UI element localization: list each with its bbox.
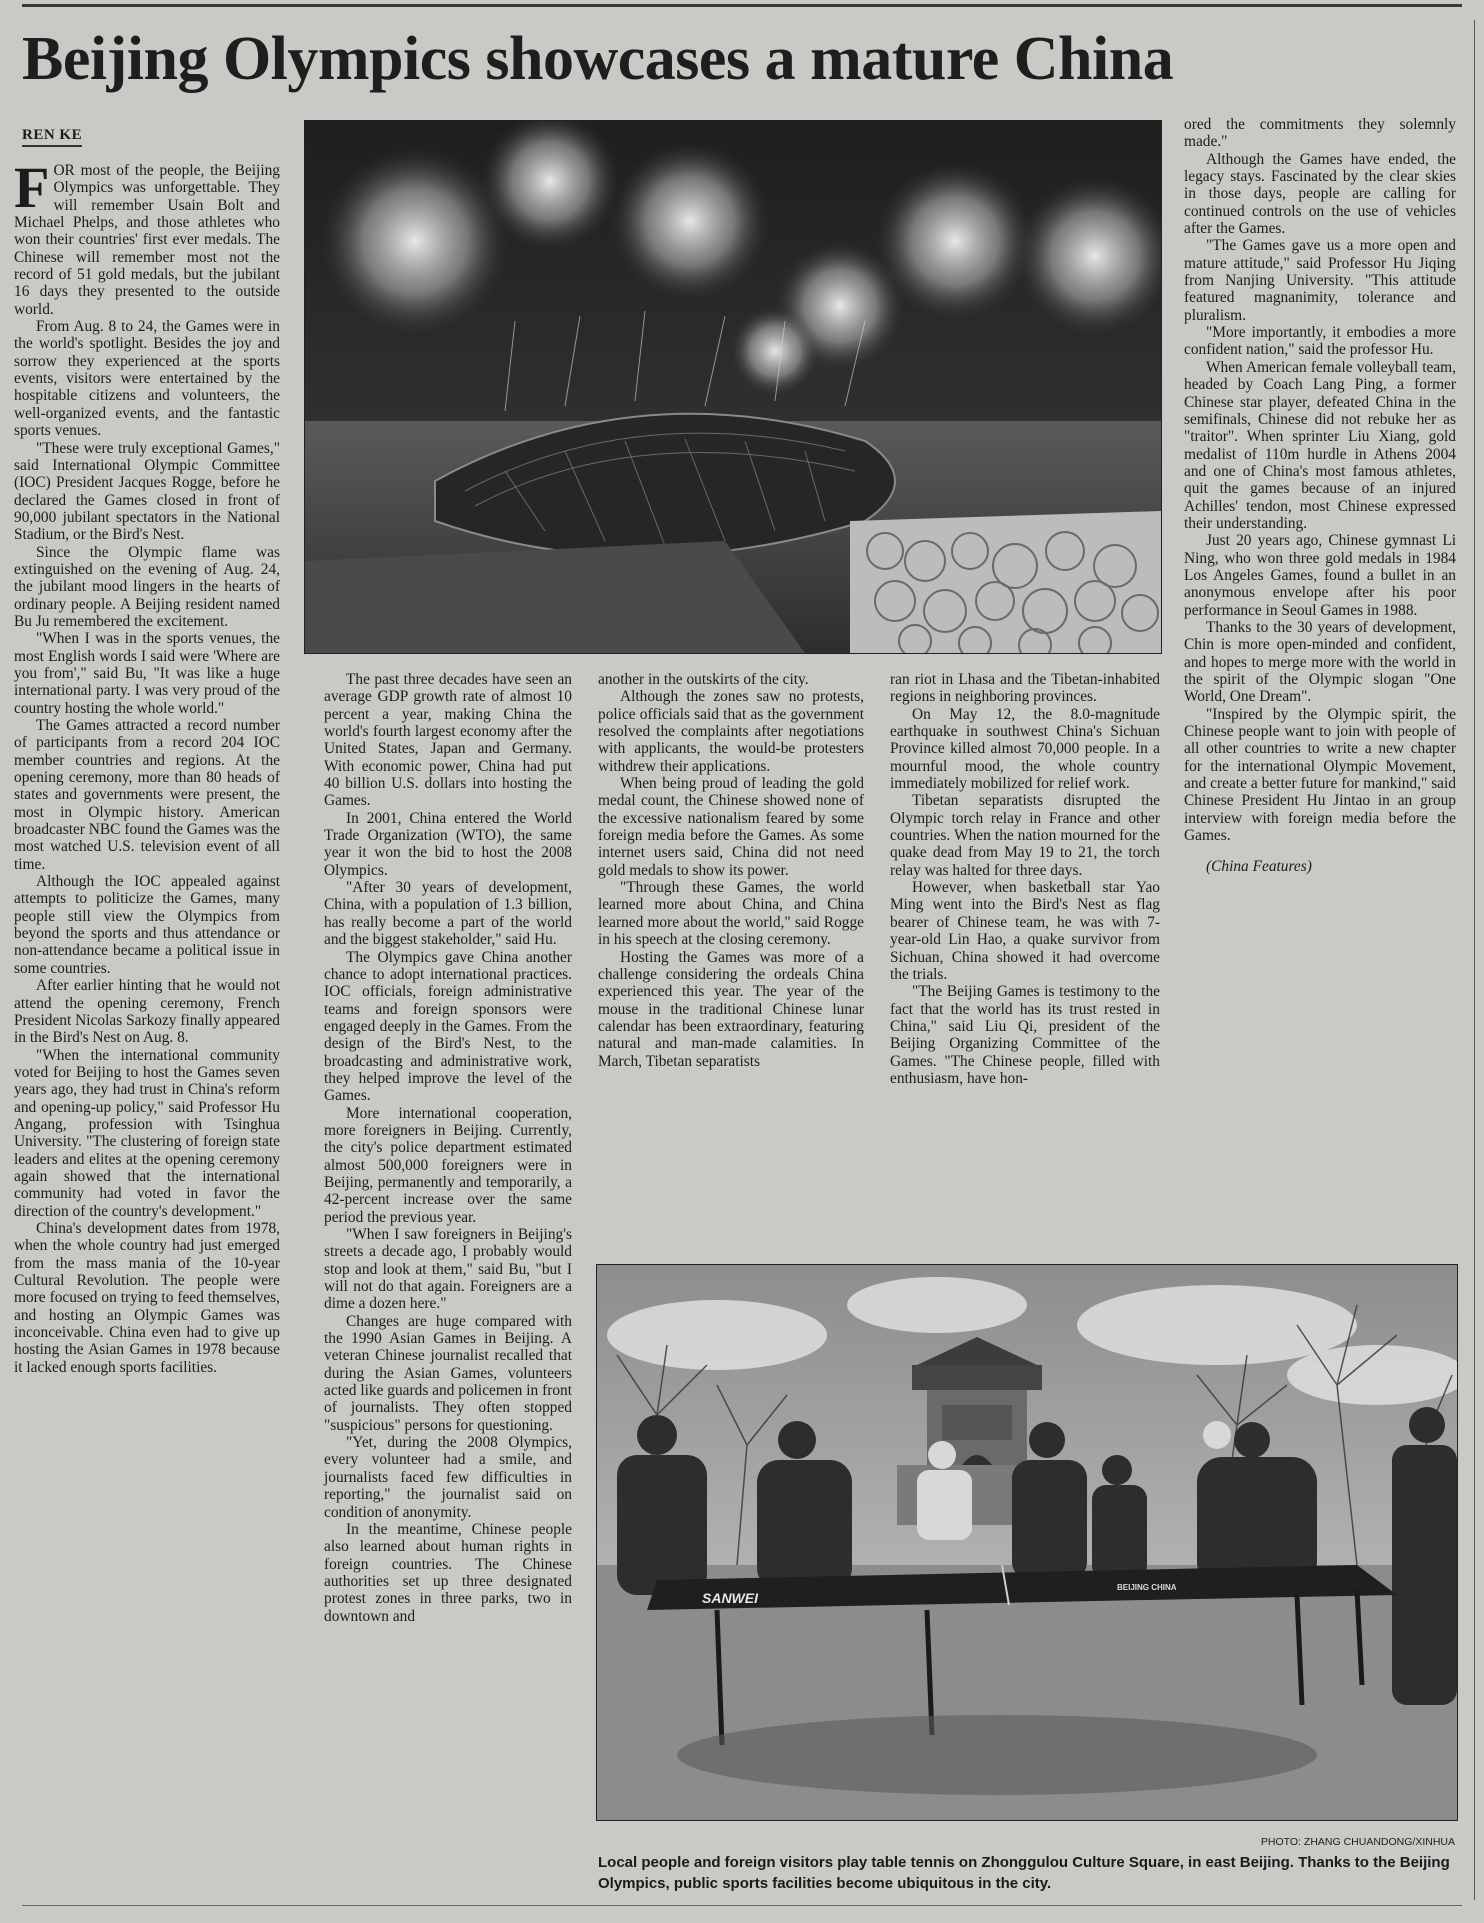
paragraph: another in the outskirts of the city. — [598, 671, 809, 688]
paragraph: ored the commitments they solemnly made." — [1184, 116, 1456, 151]
table-tennis-photo — [596, 1264, 1458, 1821]
paragraph: Although the zones saw no protests, police officials said that as the government resolved the complaints after negotiations with applicants, the would-be protesters withdrew their applications. — [598, 688, 864, 775]
paragraph: The Games attracted a record number of participants from a record 204 IOC member countries and regions. At the opening ceremony, more than 80 heads of states and governments were present, the most in Olympic history. American broadcaster NBC found the Games was the most watched U.S. television event of all time. — [14, 717, 280, 873]
paragraph: "Inspired by the Olympic spirit, the Chinese people want to join with people of all other countries to write a new chapter for the international Olympic Movement, and create a better future for mankind," said Chinese President Hu Jintao in an group interview with foreign media before the Games. — [1184, 705, 1456, 845]
paragraph: "These were truly exceptional Games," said International Olympic Committee (IOC) President Jacques Rogge, before he declared the Games closed in front of 90,000 jubilant spectators in the National Stadium, or the Bird's Nest. — [14, 439, 280, 544]
paragraph: On May 12, the 8.0-magnitude earthquake in southwest China's Sichuan Province killed almost 70,000 people. In a mournful mood, the whole country immediately mobilized for relief work. — [890, 705, 1160, 793]
paragraph: Thanks to the 30 years of development, Chin is more open-minded and confident, and hopes to merge more with the world in the spirit of the Olympic slogan "One World, One Dream". — [1184, 618, 1456, 706]
paragraph: "Yet, during the 2008 Olympics, every volunteer had a smile, and journalists faced few difficulties in reporting," the journalist said on condition of anonymity. — [324, 1434, 572, 1521]
paragraph: FOR most of the people, the Beijing Olympics was unforgettable. They will remember Usain Bolt and Michael Phelps, and those athletes who won their countries' first ever medals. The Chinese will remember most not the record of 51 gold medals, but the jubilant 16 days they presented to the outside world. — [14, 155, 280, 318]
table-brand-sanwei: SANWEI — [702, 1590, 758, 1606]
column-3 — [598, 671, 864, 1070]
paragraph: "When I saw foreigners in Beijing's streets a decade ago, I probably would stop and look at them," said Bu, "but I will not do that again. Foreigners are a dime a dozen here." — [324, 1226, 572, 1313]
paragraph: Changes are huge compared with the 1990 Asian Games in Beijing. A veteran Chinese journalist recalled that during the Asian Games, volunteers acted like guards and policemen in front of journalists. They often stopped "suspicious" persons for questioning. — [324, 1312, 572, 1434]
paragraph: "Through these Games, the world learned more about China, and China learned more about the world," said Rogge in his speech at the closing ceremony. — [598, 879, 864, 949]
bottom-rule — [22, 1905, 1462, 1906]
column-5 — [1184, 116, 1456, 876]
paragraph: Tibetan separatists disrupted the Olympic torch relay in France and other countries. When the nation mourned for the quake dead from May 19 to 21, the torch relay was halted for three days. — [890, 792, 1160, 879]
paragraph: More international cooperation, more foreigners in Beijing. Currently, the city's police department estimated almost 500,000 foreigners were in Beijing, permanently and temporarily, a 42-percent increase over the same period the previous year. — [324, 1104, 572, 1226]
paragraph: "More importantly, it embodies a more confident nation," said the professor Hu. — [1184, 324, 1456, 359]
paragraph: "The Beijing Games is testimony to the fact that the world has its trust rested in China," said Liu Qi, president of the Beijing Organizing Committee of the Games. "The Chinese people, filled with enthusiasm, have hon- — [890, 983, 1160, 1087]
paragraph: Hosting the Games was more of a challenge considering the ordeals China experienced this year. The year of the mouse in the traditional Chinese lunar calendar has been extraordinary, featuring natural and man-made calamities. In March, Tibetan separatists — [598, 948, 864, 1070]
paragraph: In the meantime, Chinese people also learned about human rights in foreign countries. The Chinese authorities set up three designated protest zones in three parks, two in downtown and — [324, 1520, 572, 1625]
column-1 — [14, 155, 280, 1376]
paragraph: Since the Olympic flame was extinguished on the evening of Aug. 24, the jubilant mood lingers in the hearts of ordinary people. A Beijing resident named Bu Ju remembered the excitement. — [14, 543, 280, 630]
paragraph: Although the Games have ended, the legacy stays. Fascinated by the clear skies in those days, people are calling for continued controls on the use of vehicles after the Games. — [1184, 150, 1456, 238]
paragraph: From Aug. 8 to 24, the Games were in the world's spotlight. Besides the joy and sorrow they experienced at the sports events, visitors were entertained by the hospitable citizens and volunteers, the well-organized events, and the fantastic sports venues. — [14, 318, 280, 440]
paragraph: However, when basketball star Yao Ming went into the Bird's Nest as flag bearer of Chinese team, he was with 7-year-old Lin Hao, a quake survivor from Sichuan, China showed it had overcome the trials. — [890, 879, 1160, 983]
paragraph: China's development dates from 1978, when the whole country had just emerged from the mass mania of the 10-year Cultural Revolution. The people were more focused on trying to feed themselves, and hosting an Olympic Games was inconceivable. China even had to give up hosting the Asian Games in 1978 because it lacked enough sports facilities. — [14, 1219, 280, 1376]
headline: Beijing Olympics showcases a mature China — [22, 25, 1174, 93]
paragraph: "After 30 years of development, China, with a population of 1.3 billion, has really become a part of the world and the biggest stakeholder," said Hu. — [324, 879, 572, 949]
paragraph: In 2001, China entered the World Trade Organization (WTO), the same year it won the bid to host the 2008 Olympics. — [324, 809, 572, 879]
paragraph: "The Games gave us a more open and mature attitude," said Professor Hu Jiqing from Nanjing University. "This attitude featured magnanimity, tolerance and pluralism. — [1184, 237, 1456, 324]
source-credit: (China Features) — [1206, 858, 1312, 876]
paragraph: The past three decades have seen an average GDP growth rate of almost 10 percent a year, making China the world's fourth largest economy after the United States, Japan and Germany. With economic power, China had put 40 billion U.S. dollars into hosting the Games. — [324, 671, 572, 810]
table-tennis-illustration — [597, 1265, 1457, 1820]
top-rule — [22, 4, 1462, 7]
paragraph: Just 20 years ago, Chinese gymnast Li Ning, who won three gold medals in 1984 Los Angeles Games, found a bullet in an anonymous envelope after his poor performance in Seoul Games in 1988. — [1184, 532, 1456, 619]
paragraph: "When I was in the sports venues, the most English words I said were 'Where are you from'," said Bu, "It was like a huge international party. I was very proud of the country hosting the whole world." — [14, 630, 280, 717]
paragraph: "When the international community voted for Beijing to host the Games seven years ago, they had trust in China's reform and opening-up policy," said Professor Hu Angang, profession with Tsinghua University. "The clustering of foreign state leaders and elites at the opening ceremony again showed that the international community had voted in favor the direction of the country's development." — [14, 1046, 280, 1220]
paragraph: When being proud of leading the gold medal count, the Chinese showed none of the excessive nationalism feared by some foreign media before the Games. As some internet users said, China did not need gold medals to show its power. — [598, 775, 864, 879]
byline: REN KE — [22, 127, 82, 147]
photo-credit: PHOTO: ZHANG CHUANDONG/XINHUA — [1260, 1836, 1455, 1848]
paragraph: ran riot in Lhasa and the Tibetan-inhabited regions in neighboring provinces. — [890, 671, 1160, 706]
column-4 — [890, 671, 1160, 1087]
fireworks-illustration — [305, 121, 1161, 653]
paragraph: When American female volleyball team, headed by Coach Lang Ping, a former Chinese star player, defeated China in the semifinals, Chinese did not rebuke her as "traitor". When sprinter Liu Xiang, gold medalist of 110m hurdle in Athens 2004 and one of China's most famous athletes, quit the games because of an injured Achilles' tendon, most Chinese expressed their understanding. — [1184, 358, 1456, 532]
paragraph: The Olympics gave China another chance to adopt international practices. IOC officials, foreign administrative teams and foreign sponsors were engaged deeply in the Games. From the design of the Bird's Nest, to the broadcasting and administrative work, they helped improve the level of the Games. — [324, 948, 572, 1105]
birds-nest-fireworks-photo — [304, 120, 1162, 654]
paragraph: After earlier hinting that he would not attend the opening ceremony, French President Nicolas Sarkozy finally appeared in the Bird's Nest on Aug. 8. — [14, 977, 280, 1047]
column-2 — [324, 671, 572, 1625]
photo-caption: Local people and foreign visitors play table tennis on Zhonggulou Culture Square, in east Beijing. Thanks to the Beijing Olympics, public sports facilities become ubiquitous in the city. — [598, 1854, 1450, 1892]
table-brand-beijing: BEIJING CHINA — [1117, 1583, 1177, 1592]
drop-cap: F — [14, 155, 50, 220]
column-rule-right — [1474, 20, 1475, 1900]
paragraph: Although the IOC appealed against attempts to politicize the Games, many people still view the Olympics from beyond the sports and thus attendance or non-attendance became a political issue in some countries. — [14, 873, 280, 977]
